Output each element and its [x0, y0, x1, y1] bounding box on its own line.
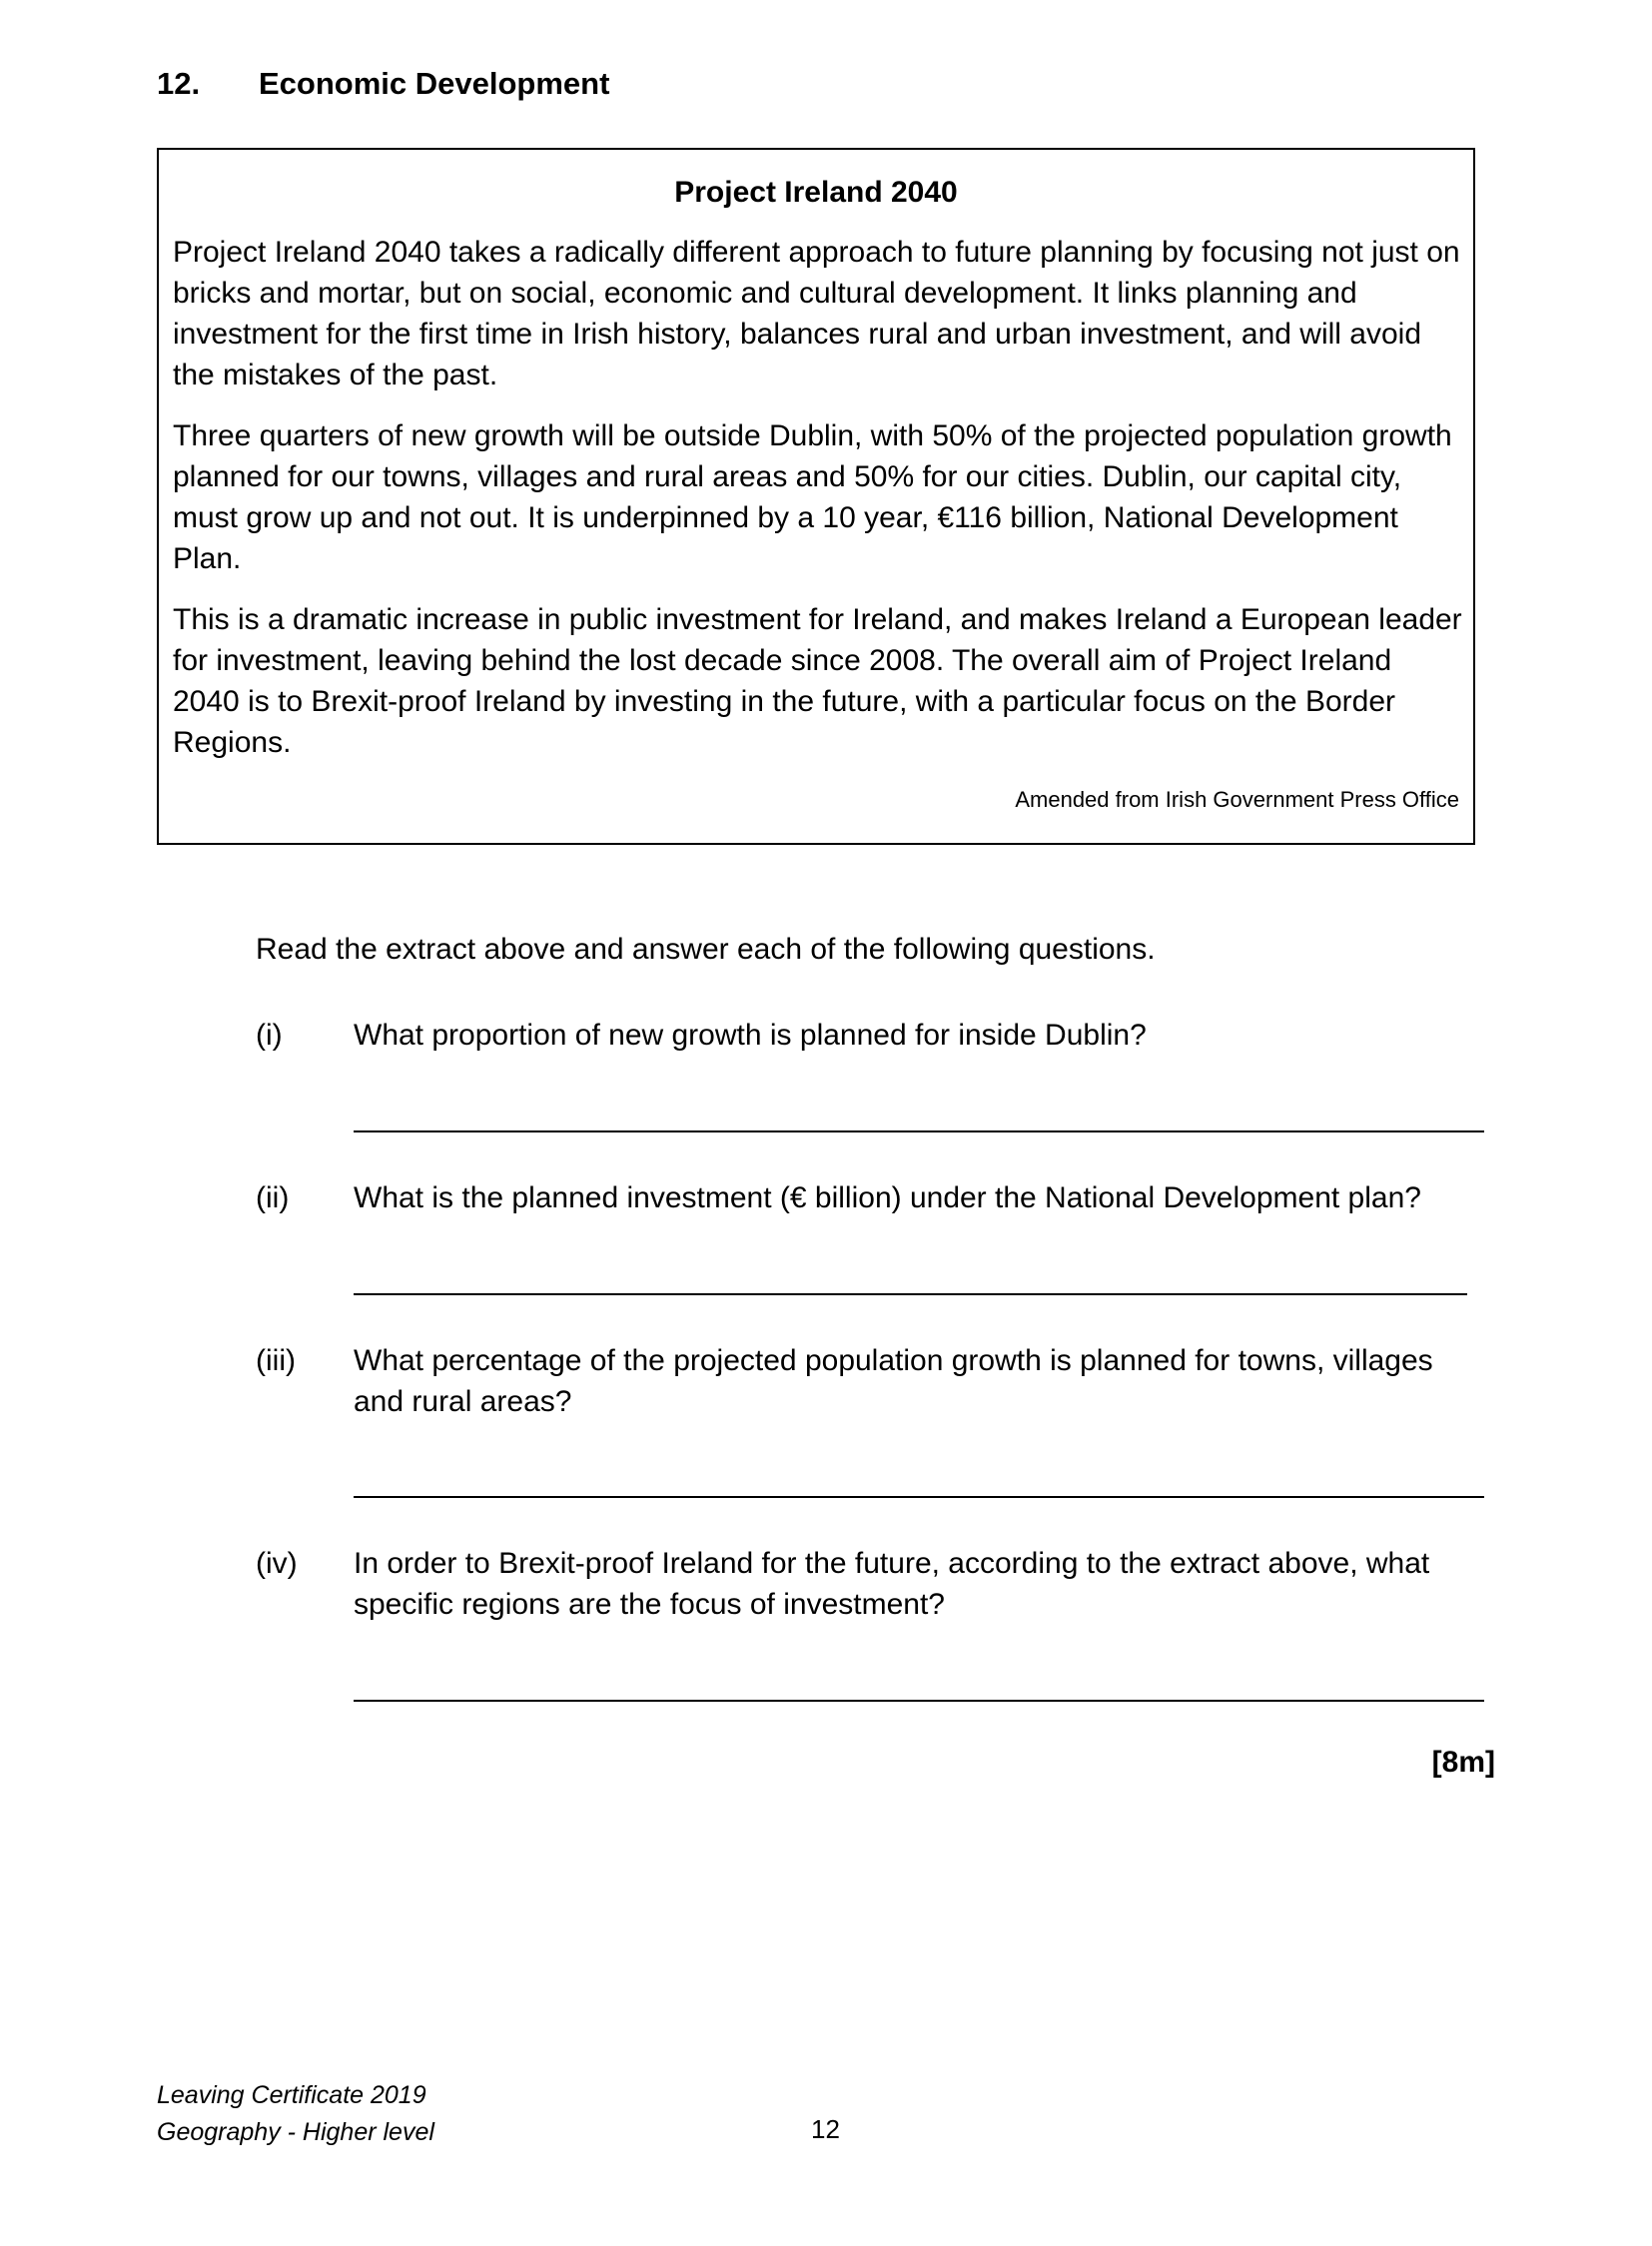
answer-line-3[interactable]: [354, 1496, 1484, 1498]
footer-exam-name: Leaving Certificate 2019: [157, 2081, 426, 2109]
section-title: Economic Development: [259, 66, 610, 101]
extract-paragraph-1: Project Ireland 2040 takes a radically different approach to future planning by focusing not just on bricks and mortar, but on social, economic and cultural development. It links planning and investment for the first time in Irish history, balances rural and urban investment, and will avoid the mistakes of the past.: [173, 236, 1460, 391]
section-number: 12.: [157, 66, 201, 101]
question-text: In order to Brexit-proof Ireland for the future, according to the extract above, what specific regions are the focus of investment?: [354, 1547, 1430, 1621]
question-label: (iv): [256, 1547, 298, 1580]
marks-allocation: [8m]: [1431, 1746, 1495, 1779]
question-text: What proportion of new growth is planned for inside Dublin?: [354, 1019, 1147, 1052]
extract-paragraph-2: Three quarters of new growth will be outside Dublin, with 50% of the projected population growth planned for our towns, villages and rural areas and 50% for our cities. Dublin, our capital city, must grow up and not out. It is underpinned by a 10 year, €116 billion, National Development Plan.: [173, 419, 1452, 575]
page-number: 12: [811, 2114, 840, 2144]
extract-box: [157, 148, 1475, 845]
section-heading: [157, 66, 609, 102]
question-text: What is the planned investment (€ billion) under the National Development plan?: [354, 1181, 1421, 1214]
answer-line-2[interactable]: [354, 1293, 1467, 1295]
footer-exam-info: [157, 2077, 434, 2151]
question-label: (iii): [256, 1344, 296, 1377]
question-label: (ii): [256, 1181, 290, 1214]
answer-line-1[interactable]: [354, 1130, 1484, 1132]
extract-source: Amended from Irish Government Press Office: [1015, 787, 1459, 812]
instructions: Read the extract above and answer each of the following questions.: [256, 933, 1156, 966]
question-label: (i): [256, 1019, 283, 1052]
answer-line-4[interactable]: [354, 1700, 1484, 1702]
extract-paragraph-3: This is a dramatic increase in public investment for Ireland, and makes Ireland a European leader for investment, leaving behind the lost decade since 2008. The overall aim of Project Ireland 2040 is to Brexit-proof Ireland by investing in the future, with a particular focus on the Border Regions.: [173, 603, 1462, 759]
question-text: What percentage of the projected population growth is planned for towns, villages and rural areas?: [354, 1344, 1433, 1418]
footer-subject-level: Geography - Higher level: [157, 2118, 434, 2146]
extract-title: Project Ireland 2040: [674, 176, 958, 209]
